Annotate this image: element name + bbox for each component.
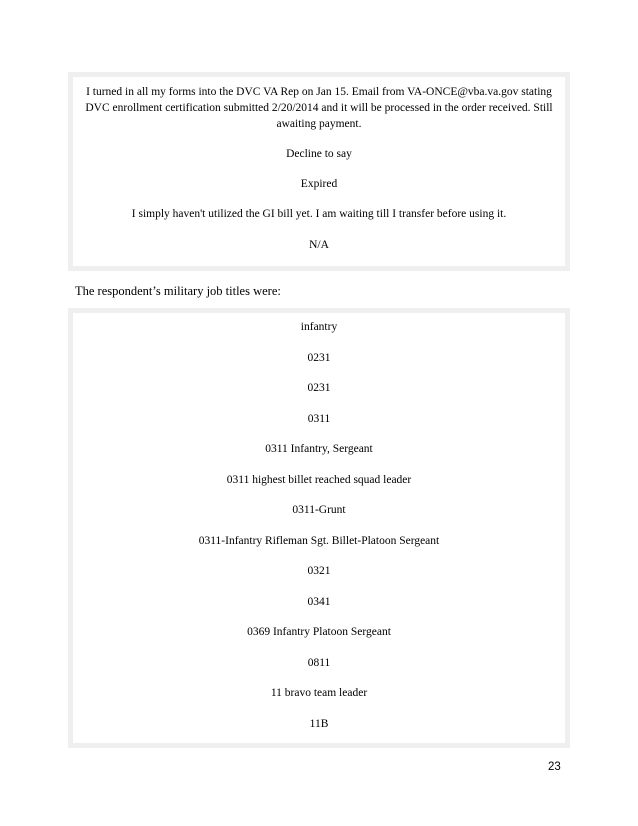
job-title-line: 11B bbox=[309, 718, 329, 730]
response-line: awaiting payment. bbox=[276, 118, 362, 130]
job-title-line: 11 bravo team leader bbox=[270, 687, 368, 699]
job-title-line: 0311-Grunt bbox=[292, 504, 346, 516]
job-title-line: 0231 bbox=[307, 382, 331, 394]
job-title-line: infantry bbox=[300, 321, 338, 333]
job-title-line: 0311 highest billet reached squad leader bbox=[226, 474, 412, 486]
response-line: I simply haven't utilized the GI bill yet. I am waiting till I transfer before using it. bbox=[131, 208, 507, 220]
job-title-line: 0311 Infantry, Sergeant bbox=[265, 443, 373, 455]
job-title-line: 0321 bbox=[307, 565, 331, 577]
response-line: Decline to say bbox=[286, 148, 352, 160]
job-title-line: 0311 bbox=[307, 413, 331, 425]
job-title-line: 0231 bbox=[307, 352, 331, 364]
response-line: I turned in all my forms into the DVC VA Rep on Jan 15. Email from VA-ONCE@vba.va.gov stating bbox=[86, 86, 552, 98]
job-title-line: 0369 Infantry Platoon Sergeant bbox=[247, 626, 391, 638]
response-line: DVC enrollment certification submitted 2/20/2014 and it will be processed in the order received. Still bbox=[85, 102, 553, 114]
payment-responses-cell bbox=[73, 77, 565, 266]
payment-responses-table bbox=[68, 72, 570, 271]
job-titles-table bbox=[68, 308, 570, 748]
job-title-line: 0811 bbox=[307, 657, 331, 669]
response-line: Expired bbox=[300, 178, 338, 190]
response-line: N/A bbox=[309, 239, 329, 251]
job-title-line: 0311-Infantry Rifleman Sgt. Billet-Platoon Sergeant bbox=[198, 535, 440, 547]
job-titles-cell bbox=[73, 313, 565, 743]
page-number: 23 bbox=[548, 761, 561, 773]
job-titles-caption: The respondent’s military job titles were: bbox=[75, 284, 281, 298]
job-title-line: 0341 bbox=[307, 596, 331, 608]
